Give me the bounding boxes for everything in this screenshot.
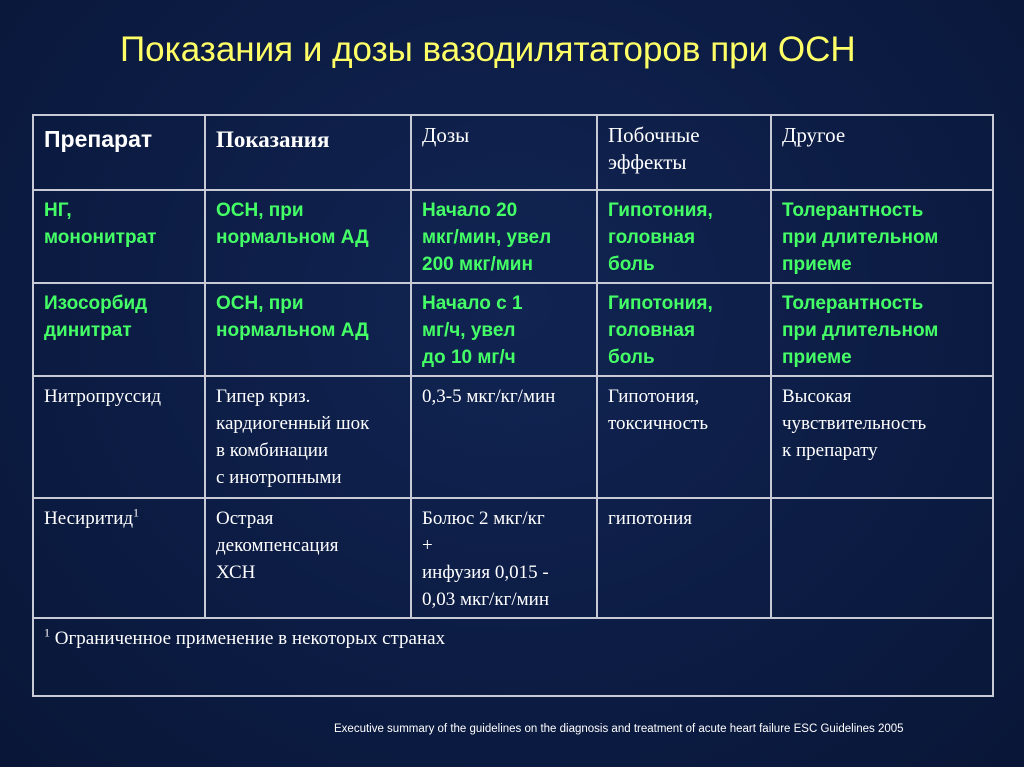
- table-header-row: [33, 115, 993, 190]
- table-cell: Нитропруссид: [33, 376, 205, 498]
- vasodilators-table: [32, 114, 994, 697]
- table-cell: Высокая чувствительность к препарату: [771, 376, 993, 498]
- table-cell: [771, 498, 993, 618]
- table-cell: ОСН, при нормальном АД: [205, 190, 411, 283]
- table-cell: 0,3-5 мкг/кг/мин: [411, 376, 597, 498]
- slide-title: Показания и дозы вазодилятаторов при ОСН: [120, 30, 856, 69]
- header-other: Другое: [771, 115, 993, 190]
- header-drug: Препарат: [33, 115, 205, 190]
- table-cell: Гипер криз. кардиогенный шок в комбинации с инотропными: [205, 376, 411, 498]
- header-side-effects: Побочные эффекты: [597, 115, 771, 190]
- table-cell: Гипотония, токсичность: [597, 376, 771, 498]
- table-cell: НГ, мононитрат: [33, 190, 205, 283]
- footnote-text: Ограниченное применение в некоторых странах: [50, 628, 446, 649]
- table-cell: Болюс 2 мкг/кг + инфузия 0,015 - 0,03 мкг/кг/мин: [411, 498, 597, 618]
- table-cell: Гипотония, головная боль: [597, 190, 771, 283]
- footnote-row: [33, 618, 993, 696]
- drug-name-nesiritide: Несиритид: [44, 508, 134, 529]
- source-citation: Executive summary of the guidelines on the diagnosis and treatment of acute heart failure ESC Guidelines 2005: [334, 723, 904, 735]
- table-cell: ОСН, при нормальном АД: [205, 283, 411, 376]
- header-indications: Показания: [205, 115, 411, 190]
- table-cell: Гипотония, головная боль: [597, 283, 771, 376]
- table-cell: гипотония: [597, 498, 771, 618]
- table-cell: Острая декомпенсация ХСН: [205, 498, 411, 618]
- footnote-cell: [33, 618, 993, 696]
- table-cell: Толерантность при длительном приеме: [771, 283, 993, 376]
- header-doses: Дозы: [411, 115, 597, 190]
- table-cell: Изосорбид динитрат: [33, 283, 205, 376]
- table-row: [33, 498, 993, 618]
- table-row: [33, 376, 993, 498]
- table-cell: Начало с 1 мг/ч, увел до 10 мг/ч: [411, 283, 597, 376]
- table-cell: [33, 498, 205, 618]
- table-cell: Толерантность при длительном приеме: [771, 190, 993, 283]
- footnote-marker: 1: [44, 625, 50, 640]
- footnote-superscript: 1: [133, 505, 140, 520]
- table-row: [33, 283, 993, 376]
- table-cell: Начало 20 мкг/мин, увел 200 мкг/мин: [411, 190, 597, 283]
- table-row: [33, 190, 993, 283]
